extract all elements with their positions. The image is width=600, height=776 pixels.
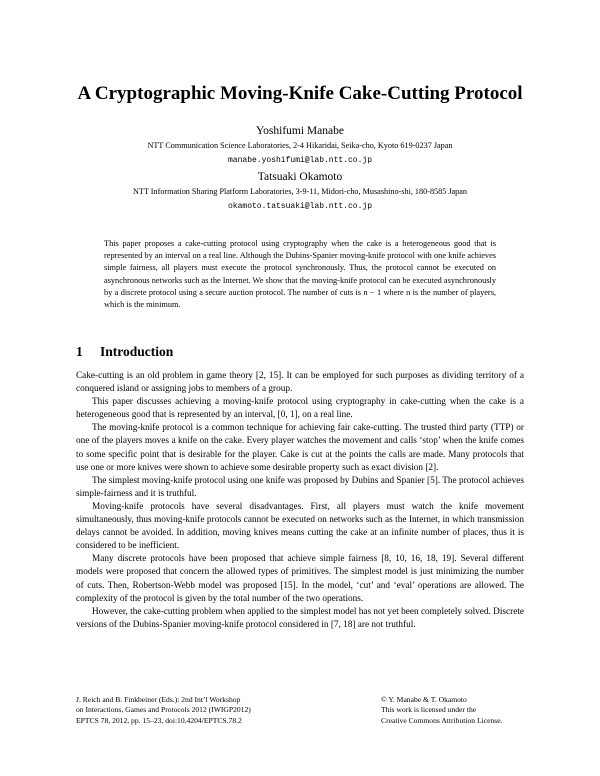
body-text	[76, 370, 524, 632]
author-email: manabe.yoshifumi@lab.ntt.co.jp	[227, 156, 373, 165]
paragraph: The simplest moving-knife protocol using one knife was proposed by Dubins and Spanier [5]. The protocol achieves simple-fairness and it is truthful.	[76, 475, 524, 499]
abstract: This paper proposes a cake-cutting protocol using cryptography when the cake is a heterogeneous good that is represented by an interval on a real line. Although the Dubins-Spanier moving-knife protocol with one knife achieves simple fairness, all players must execute the protocol synchronously. Thus, the protocol cannot be executed on asynchronous networks such as the Internet. We show that the moving-knife protocol can be executed asynchronously by a discrete protocol using a secure auction protocol. The number of cuts is n − 1 where n is the number of players, which is the minimum.	[104, 239, 496, 310]
footer-line: Creative Commons Attribution License.	[381, 715, 503, 725]
footer-line: This work is licensed under the	[381, 705, 477, 715]
author-email: okamoto.tatsuaki@lab.ntt.co.jp	[227, 202, 373, 211]
author-affiliation: NTT Information Sharing Platform Laboratories, 3-9-11, Midori-cho, Musashino-shi, 180-8585 Japan	[132, 187, 468, 196]
paragraph: Cake-cutting is an old problem in game theory [2, 15]. It can be employed for such purposes as dividing territory of a conquered island or assigning jobs to members of a group.	[76, 371, 524, 395]
section-title: Introduction	[100, 344, 174, 359]
footer-line: J. Reich and B. Finkbeiner (Eds.): 2nd Int’l Workshop	[76, 695, 241, 704]
paragraph: This paper discusses achieving a moving-knife protocol using cryptography in cake-cutting when the cake is a heterogeneous good that is represented by an interval, [0, 1], on a real line.	[76, 397, 524, 421]
author-name: Tatsuaki Okamoto	[257, 171, 343, 183]
author-name: Yoshifumi Manabe	[256, 125, 344, 137]
footer-line: EPTCS 78, 2012, pp. 15–23, doi:10.4204/EPTCS.78.2	[76, 715, 242, 725]
section-heading	[76, 344, 173, 360]
section-number: 1	[76, 344, 83, 359]
paragraph: Moving-knife protocols have several disadvantages. First, all players must watch the knife movement simultaneously, thus moving-knife protocols cannot be executed on networks such as the Internet, in which transmission delays cannot be avoided. In addition, moving knives means cutting the cake at an infinite number of places, thus it is considered to be inefficient.	[76, 501, 524, 552]
paragraph: The moving-knife protocol is a common technique for achieving fair cake-cutting. The trusted third party (TTP) or one of the players moves a knife on the cake. Every player watches the movement and calls ‘stop’ when the knife comes to some specific point that is desirable for the player. Cake is cut at the points the calls are made. Many protocols that use one or more knives were shown to achieve some desirable property such as exact division [2].	[76, 423, 524, 473]
paragraph: Many discrete protocols have been proposed that achieve simple fairness [8, 10, 16, 18, 19]. Several different models were proposed that concern the allowed types of primitives. The simplest model is just minimizing the number of cuts. Then, Robertson-Webb model was proposed [15]. In the model, ‘cut’ and ‘eval’ operations are allowed. The complexity of the protocol is given by the total number of the two operations.	[76, 554, 524, 604]
footer-citation	[76, 695, 336, 726]
footer-line: on Interactions, Games and Protocols 2012 (IWIGP2012)	[76, 705, 251, 715]
footer-line: © Y. Manabe & T. Okamoto	[381, 695, 467, 704]
author-affiliation: NTT Communication Science Laboratories, 2-4 Hikaridai, Seika-cho, Kyoto 619-0237 Japan	[147, 141, 453, 150]
footer-license	[381, 695, 531, 726]
paper-title: A Cryptographic Moving-Knife Cake-Cutting Protocol	[77, 83, 523, 104]
paragraph: However, the cake-cutting problem when applied to the simplest model has not yet been completely solved. Discrete versions of the Dubins-Spanier moving-knife protocol considered in [7, 18] are not truthful.	[76, 606, 524, 630]
